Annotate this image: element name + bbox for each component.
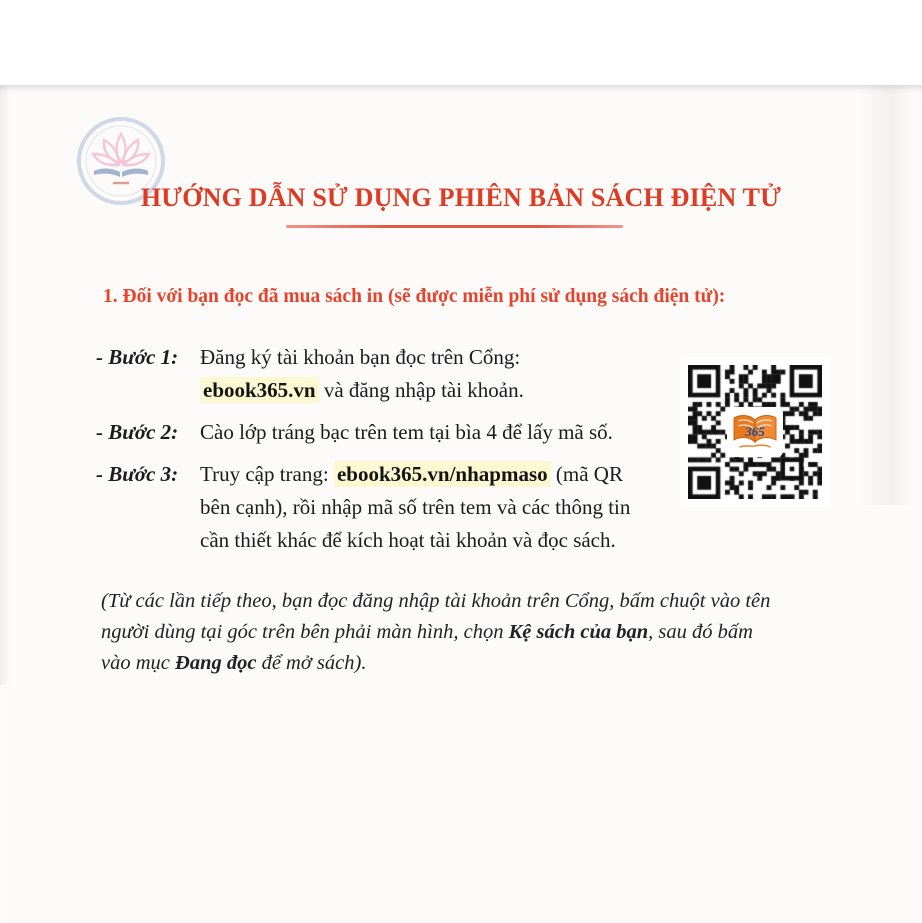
step-2-label: - Bước 2: xyxy=(96,420,179,444)
qr-code xyxy=(680,357,830,507)
open-book-icon xyxy=(732,412,778,452)
step-3-line-3: cần thiết khác để kích hoạt tài khoản và đọc sách. xyxy=(200,528,616,552)
qr-center-logo xyxy=(727,407,783,457)
steps-list xyxy=(96,341,676,566)
qr-logo-365-text: 365 xyxy=(745,424,765,439)
section-heading: 1. Đối với bạn đọc đã mua sách in (sẽ được miễn phí sử dụng sách điện tử): xyxy=(103,286,726,307)
step-3-label: - Bước 3: xyxy=(96,462,179,486)
note-line-1: (Từ các lần tiếp theo, bạn đọc đăng nhập tài khoản trên Cổng, bấm chuột vào tên xyxy=(101,590,771,612)
title-underline xyxy=(286,225,623,228)
step-3-line-2: bên cạnh), rồi nhập mã số trên tem và các thông tin xyxy=(200,495,631,519)
step-3-line-1: Truy cập trang: ebook365.vn/nhapmaso (mã QR xyxy=(200,462,623,486)
step-1-label: - Bước 1: xyxy=(96,345,179,369)
note-line-3: vào mục Đang đọc để mở sách). xyxy=(101,652,367,674)
step-1-line-2: ebook365.vn và đăng nhập tài khoản. xyxy=(200,374,676,407)
step-1-line-1: Đăng ký tài khoản bạn đọc trên Cổng: xyxy=(200,345,521,369)
step-1 xyxy=(96,341,676,407)
page-title: HƯỚNG DẪN SỬ DỤNG PHIÊN BẢN SÁCH ĐIỆN TỬ xyxy=(140,183,782,212)
note-line-2: người dùng tại góc trên bên phải màn hình, chọn Kệ sách của bạn, sau đó bấm xyxy=(101,621,753,643)
step-2 xyxy=(96,416,676,449)
step-3 xyxy=(96,458,676,557)
step-2-line-1: Cào lớp tráng bạc trên tem tại bìa 4 để lấy mã số. xyxy=(200,420,613,444)
note-paragraph xyxy=(101,586,841,679)
